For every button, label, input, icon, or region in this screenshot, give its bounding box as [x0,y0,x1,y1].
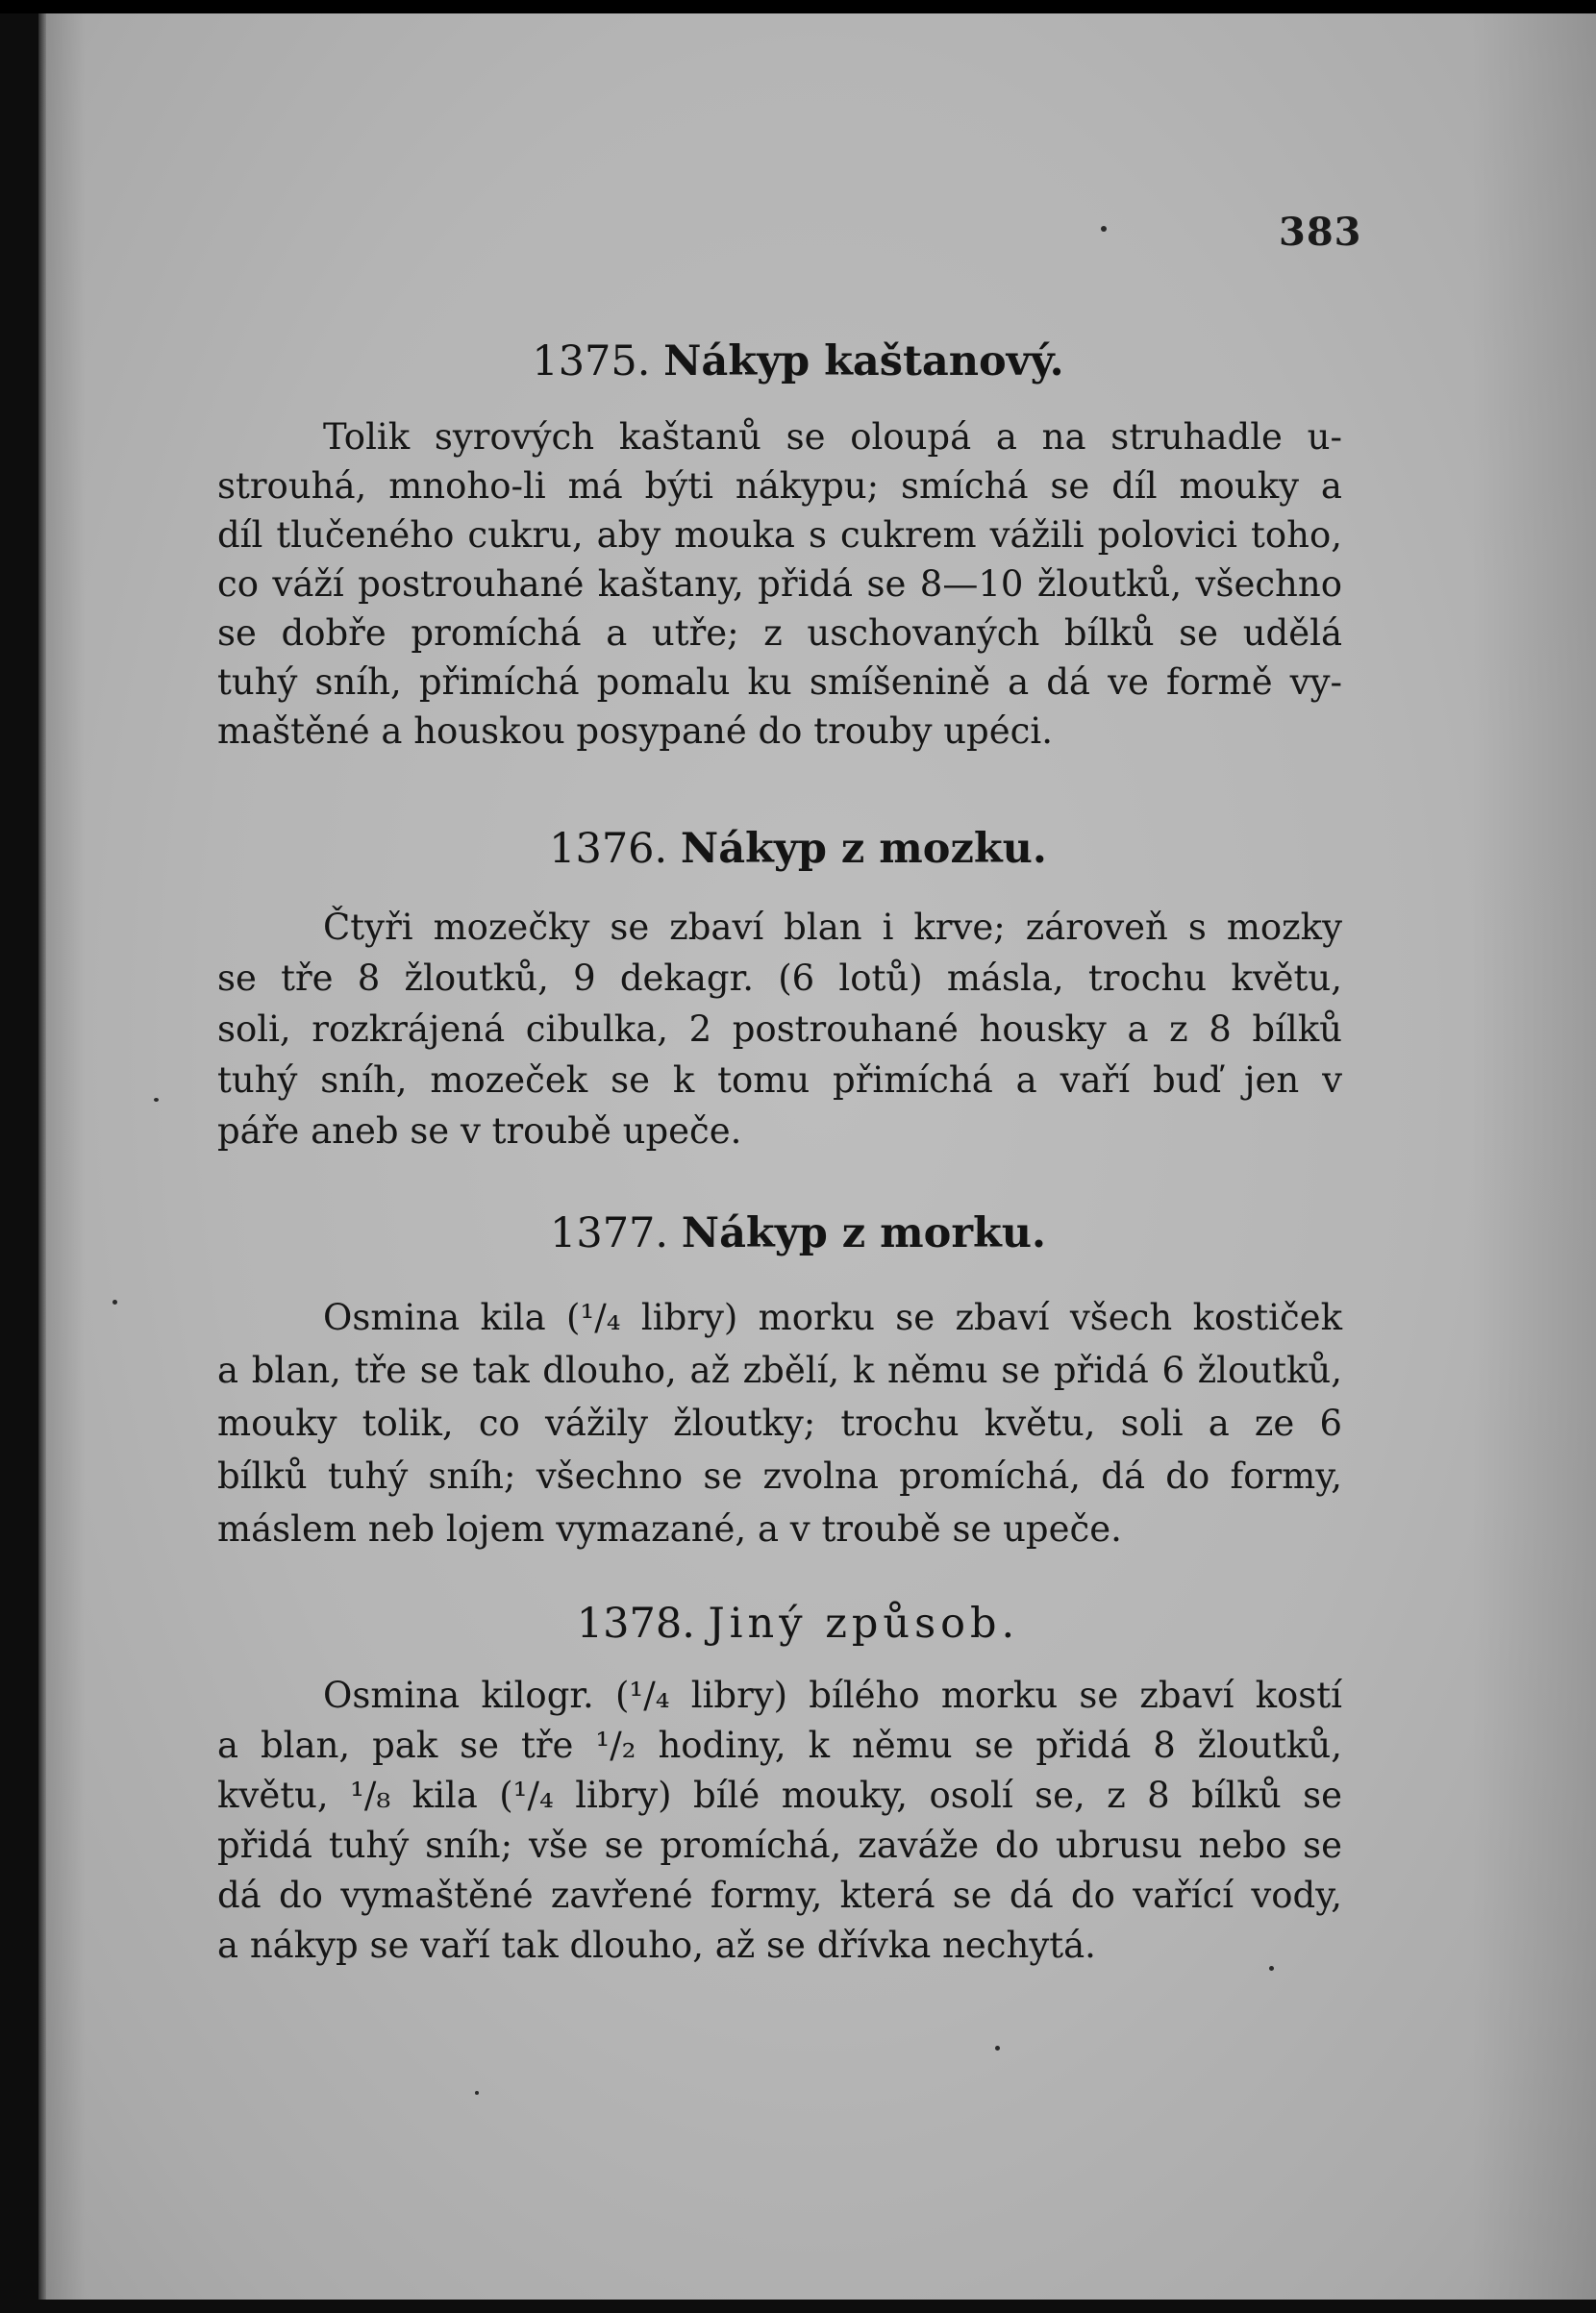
section-title: Nákyp z morku. [681,1209,1046,1257]
section-heading-1376 [0,825,1596,873]
text-line: Tolik syrových kaštanů se oloupá a na struhadle u- [323,416,1342,458]
text-line: Osmina kila (¹/₄ libry) morku se zbaví všech kostiček [323,1297,1342,1338]
text-line: páře aneb se v troubě upeče. [217,1110,742,1152]
section-heading-1377 [0,1209,1596,1257]
text-line: se tře 8 žloutků, 9 dekagr. (6 lotů) másla, trochu květu, [217,958,1342,999]
text-line: tuhý sníh, mozeček se k tomu přimíchá a vaří buď jen v [217,1059,1342,1101]
scan-top-edge [0,0,1596,13]
text-line: maštěné a houskou posypané do trouby upéci. [217,710,1053,752]
scan-speck [154,1098,159,1102]
section-title: Nákyp z mozku. [680,825,1047,873]
text-line: dá do vymaštěné zavřené formy, která se dá do vařící vody, [217,1875,1342,1916]
text-line: Osmina kilogr. (¹/₄ libry) bílého morku se zbaví kostí [323,1675,1342,1716]
section-title: Nákyp kaštanový. [663,337,1064,386]
text-line: strouhá, mnoho-li má býti nákypu; smíchá se díl mouky a [217,465,1342,507]
section-number: 1377. [549,1209,669,1257]
text-line: a nákyp se vaří tak dlouho, až se dřívka nechytá. [217,1925,1096,1966]
scan-speck [112,1300,117,1305]
scan-speck [1269,1966,1274,1971]
text-line: máslem neb lojem vymazané, a v troubě se upeče. [217,1508,1122,1550]
section-number: 1375. [532,337,651,386]
text-line: Čtyři mozečky se zbaví blan i krve; zároveň s mozky [323,907,1342,948]
text-line: a blan, pak se tře ¹/₂ hodiny, k němu se přidá 8 žloutků, [217,1725,1342,1766]
section-title: Jiný způsob. [708,1600,1020,1648]
section-number: 1376. [549,825,668,873]
scan-speck [475,2091,479,2095]
section-number: 1378. [576,1600,695,1648]
text-line: přidá tuhý sníh; vše se promíchá, zaváže do ubrusu nebo se [217,1825,1342,1866]
scan-speck [1101,226,1107,232]
text-line: bílků tuhý sníh; všechno se zvolna promíchá, dá do formy, [217,1455,1342,1497]
scan-speck [995,2046,1000,2051]
section-heading-1375 [0,337,1596,386]
text-line: tuhý sníh, přimíchá pomalu ku smíšenině a dá ve formě vy- [217,661,1342,703]
text-line: díl tlučeného cukru, aby mouka s cukrem vážili polovici toho, [217,514,1342,556]
text-line: co váží postrouhané kaštany, přidá se 8—10 žloutků, všechno [217,563,1342,605]
text-line: a blan, tře se tak dlouho, až zbělí, k němu se přidá 6 žloutků, [217,1350,1342,1391]
text-line: soli, rozkrájená cibulka, 2 postrouhané housky a z 8 bílků [217,1008,1342,1050]
text-line: se dobře promíchá a utře; z uschovaných bílků se udělá [217,612,1342,654]
text-line: květu, ¹/₈ kila (¹/₄ libry) bílé mouky, osolí se, z 8 bílků se [217,1775,1342,1816]
page-number: 383 [1279,210,1362,255]
section-heading-1378 [0,1600,1596,1648]
text-line: mouky tolik, co vážily žloutky; trochu květu, soli a ze 6 [217,1403,1342,1444]
